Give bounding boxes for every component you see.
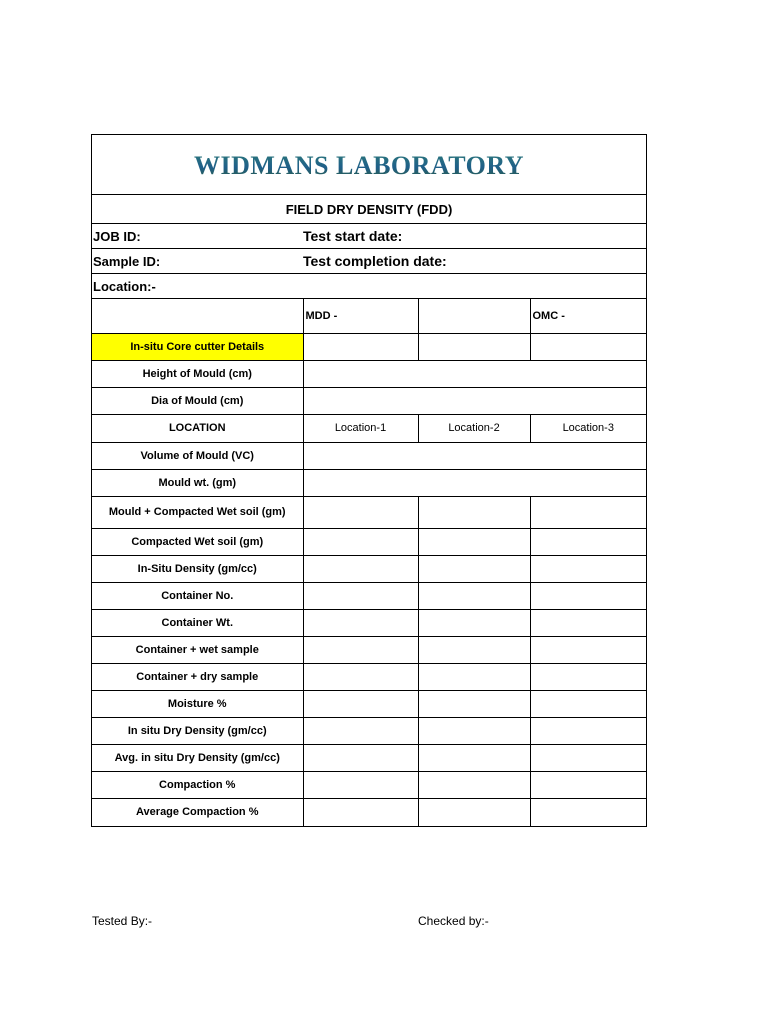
row-label: Compaction %: [92, 771, 303, 798]
cell: [303, 582, 418, 609]
location-3-header: Location-3: [530, 414, 646, 442]
info-row-job: [92, 224, 646, 249]
row-label: Average Compaction %: [92, 798, 303, 826]
cell: [303, 717, 418, 744]
form-title: FIELD DRY DENSITY (FDD): [92, 195, 646, 224]
row-label: In-Situ Density (gm/cc): [92, 555, 303, 582]
location-header: LOCATION: [92, 414, 303, 442]
table-row: [92, 582, 646, 609]
table-row: [92, 663, 646, 690]
cell: [303, 663, 418, 690]
params-empty-cell: [92, 299, 303, 333]
cell: [303, 690, 418, 717]
location-label: Location:-: [93, 278, 156, 294]
cell: [418, 333, 530, 360]
cell: [530, 636, 646, 663]
mdd-label: MDD -: [303, 299, 418, 333]
row-label: Compacted Wet soil (gm): [92, 528, 303, 555]
cell: [530, 717, 646, 744]
cell: [418, 636, 530, 663]
merged-cell: [303, 360, 646, 387]
location-2-header: Location-2: [418, 414, 530, 442]
cell: [418, 798, 530, 826]
row-label: In situ Dry Density (gm/cc): [92, 717, 303, 744]
table-row: [92, 744, 646, 771]
cell: [303, 528, 418, 555]
table-row: [92, 528, 646, 555]
cell: [418, 496, 530, 528]
test-completion-label: Test completion date:: [303, 253, 447, 269]
location-1-header: Location-1: [303, 414, 418, 442]
section-label: In-situ Core cutter Details: [92, 333, 303, 360]
cell: [530, 798, 646, 826]
table-row: [92, 442, 646, 469]
checked-by-label: Checked by:-: [418, 914, 489, 928]
cell: [418, 609, 530, 636]
logo-row: [92, 135, 646, 195]
table-row: [92, 555, 646, 582]
cell: [418, 690, 530, 717]
cell: [530, 690, 646, 717]
tested-by-label: Tested By:-: [92, 914, 153, 928]
cell: [418, 771, 530, 798]
cell: [530, 555, 646, 582]
cell: [303, 771, 418, 798]
row-label: Container Wt.: [92, 609, 303, 636]
location-header-row: [92, 414, 646, 442]
params-row: [92, 299, 646, 333]
cell: [530, 496, 646, 528]
table-row: [92, 609, 646, 636]
cell: [418, 663, 530, 690]
omc-label: OMC -: [530, 299, 646, 333]
merged-cell: [303, 442, 646, 469]
row-label: Container + wet sample: [92, 636, 303, 663]
row-label: Avg. in situ Dry Density (gm/cc): [92, 744, 303, 771]
cell: [303, 333, 418, 360]
table-row: [92, 387, 646, 414]
info-row-location: [92, 274, 646, 299]
table-row: [92, 469, 646, 496]
cell: [303, 798, 418, 826]
cell: [530, 333, 646, 360]
cell: [530, 744, 646, 771]
row-label: Dia of Mould (cm): [92, 387, 303, 414]
cell: [303, 555, 418, 582]
data-table: [92, 299, 646, 826]
cell: [530, 771, 646, 798]
cell: [418, 744, 530, 771]
row-label: Volume of Mould (VC): [92, 442, 303, 469]
row-label: Height of Mould (cm): [92, 360, 303, 387]
row-label: Container + dry sample: [92, 663, 303, 690]
table-row: [92, 717, 646, 744]
cell: [418, 555, 530, 582]
cell: [530, 582, 646, 609]
section-row: [92, 333, 646, 360]
cell: [303, 609, 418, 636]
fdd-form: [91, 134, 647, 827]
table-row: [92, 690, 646, 717]
table-row: [92, 496, 646, 528]
cell: [418, 717, 530, 744]
mdd-value-cell: [418, 299, 530, 333]
merged-cell: [303, 387, 646, 414]
cell: [418, 582, 530, 609]
merged-cell: [303, 469, 646, 496]
table-row: [92, 636, 646, 663]
row-label: Mould + Compacted Wet soil (gm): [92, 496, 303, 528]
row-label: Moisture %: [92, 690, 303, 717]
row-label: Container No.: [92, 582, 303, 609]
cell: [303, 636, 418, 663]
row-label: Mould wt. (gm): [92, 469, 303, 496]
sample-id-label: Sample ID:: [93, 253, 161, 269]
lab-logo: WIDMANS LABORATORY: [194, 150, 524, 180]
table-row: [92, 798, 646, 826]
cell: [303, 744, 418, 771]
cell: [530, 609, 646, 636]
cell: [530, 528, 646, 555]
test-start-label: Test start date:: [303, 228, 403, 244]
table-row: [92, 771, 646, 798]
info-row-sample: [92, 249, 646, 274]
cell: [303, 496, 418, 528]
cell: [530, 663, 646, 690]
job-id-label: JOB ID:: [93, 228, 141, 244]
cell: [418, 528, 530, 555]
table-row: [92, 360, 646, 387]
